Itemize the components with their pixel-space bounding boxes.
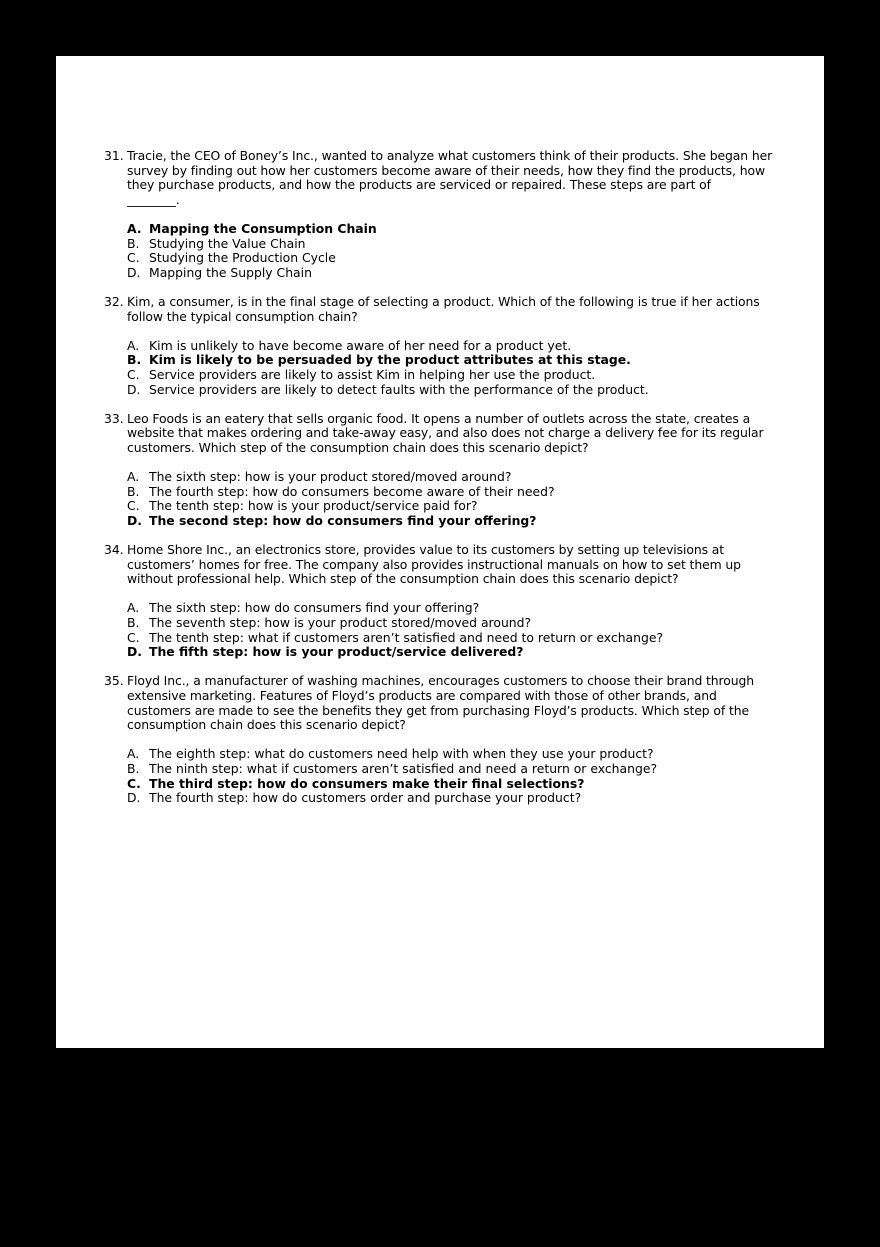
- option-b: [127, 353, 776, 368]
- answer-blank: ________.: [127, 191, 180, 207]
- option-d: [127, 514, 776, 529]
- option-d: [127, 645, 776, 660]
- option-letter: B.: [127, 483, 140, 499]
- option-d: [127, 266, 776, 281]
- question-text: Kim, a consumer, is in the final stage of selecting a product. Which of the following is true if her actions follow the typical consumption chain?: [127, 293, 760, 324]
- option-text: The seventh step: how is your product stored/moved around?: [149, 615, 532, 630]
- option-letter: C.: [127, 498, 140, 514]
- option-text: The eighth step: what do customers need help with when they use your product?: [149, 746, 654, 762]
- question-34: [104, 543, 776, 660]
- option-text: The tenth step: how is your product/service paid for?: [149, 498, 478, 514]
- question-number: 35.: [104, 673, 124, 689]
- question-number: 32.: [104, 293, 124, 309]
- question-31: [104, 149, 776, 280]
- question-stem: [104, 543, 776, 587]
- option-letter: B.: [127, 235, 140, 251]
- option-text: The sixth step: how do consumers find your offering?: [149, 600, 480, 616]
- option-letter: D.: [127, 790, 141, 806]
- option-letter: A.: [127, 600, 140, 616]
- option-text: The tenth step: what if customers aren’t satisfied and need to return or exchange?: [149, 629, 664, 645]
- question-text: Leo Foods is an eatery that sells organic food. It opens a number of outlets across the state, creates a website that makes ordering and take-away easy, and also does not charge a delivery fee for its regular customers. Which step of the consumption chain does this scenario depict?: [127, 410, 764, 455]
- option-letter: A.: [127, 220, 142, 236]
- option-letter: C.: [127, 366, 140, 382]
- option-a: [127, 747, 776, 762]
- option-c: [127, 368, 776, 383]
- option-text: Kim is unlikely to have become aware of her need for a product yet.: [149, 337, 572, 353]
- option-text: Studying the Production Cycle: [149, 250, 336, 266]
- option-letter: A.: [127, 746, 140, 762]
- option-text: The sixth step: how is your product stored/moved around?: [149, 469, 512, 485]
- option-text: Studying the Value Chain: [149, 235, 306, 251]
- option-text: The fourth step: how do consumers become aware of their need?: [149, 483, 555, 499]
- option-text: The third step: how do consumers make their final selections?: [149, 775, 585, 791]
- option-text: Service providers are likely to detect faults with the performance of the product.: [149, 381, 649, 397]
- question-text: Home Shore Inc., an electronics store, provides value to its customers by setting up televisions at customers’ homes for free. The company also provides instructional manuals on how to set them up without professional help. Which step of the consumption chain does this scenario depict?: [127, 542, 741, 587]
- answer-options: [104, 222, 776, 280]
- option-c: [127, 631, 776, 646]
- option-letter: B.: [127, 615, 140, 630]
- answer-options: [104, 470, 776, 528]
- option-letter: D.: [127, 644, 142, 660]
- option-d: [127, 791, 776, 806]
- option-letter: C.: [127, 629, 140, 645]
- question-number: 33.: [104, 410, 124, 426]
- option-d: [127, 383, 776, 398]
- option-a: [127, 222, 776, 237]
- question-stem: [104, 149, 776, 207]
- option-letter: A.: [127, 337, 140, 353]
- option-b: [127, 616, 776, 631]
- option-letter: D.: [127, 264, 141, 280]
- question-stem: [104, 295, 776, 324]
- question-text: [127, 149, 776, 207]
- option-text: The ninth step: what if customers aren’t satisfied and need a return or exchange?: [149, 760, 658, 776]
- question-35: [104, 674, 776, 805]
- option-c: [127, 499, 776, 514]
- question-text: Floyd Inc., a manufacturer of washing machines, encourages customers to choose their brand through extensive marketing. Features of Floyd’s products are compared with those of other brands, and customers are made to see the benefits they get from purchasing Floyd’s products. Which step of the consumption chain does this scenario depict?: [127, 673, 755, 733]
- option-c: [127, 777, 776, 792]
- option-text: Mapping the Supply Chain: [149, 264, 312, 280]
- answer-options: [104, 747, 776, 805]
- answer-options: [104, 339, 776, 397]
- question-list: [104, 149, 776, 820]
- question-number: 34.: [104, 542, 124, 558]
- option-a: [127, 601, 776, 616]
- option-b: [127, 485, 776, 500]
- option-letter: A.: [127, 469, 140, 485]
- option-letter: D.: [127, 381, 141, 397]
- option-text: Service providers are likely to assist Kim in helping her use the product.: [149, 366, 596, 382]
- question-stem: [104, 674, 776, 732]
- question-number: 31.: [104, 148, 124, 163]
- option-a: [127, 470, 776, 485]
- option-letter: C.: [127, 775, 141, 791]
- option-c: [127, 251, 776, 266]
- option-text: Mapping the Consumption Chain: [149, 220, 377, 236]
- option-letter: B.: [127, 760, 140, 776]
- question-stem-text: Tracie, the CEO of Boney’s Inc., wanted to analyze what customers think of their products. She began her survey by finding out how her customers become aware of their needs, how they find the products, how they purchase products, and how the products are serviced or repaired. These steps are part of: [127, 148, 773, 193]
- option-text: The fifth step: how is your product/service delivered?: [149, 644, 524, 660]
- question-32: [104, 295, 776, 397]
- option-a: [127, 339, 776, 354]
- answer-options: [104, 601, 776, 659]
- option-b: [127, 237, 776, 252]
- option-text: Kim is likely to be persuaded by the product attributes at this stage.: [149, 352, 631, 368]
- option-letter: D.: [127, 512, 142, 528]
- document-page: [56, 56, 824, 1048]
- question-33: [104, 412, 776, 529]
- option-b: [127, 762, 776, 777]
- option-text: The second step: how do consumers find your offering?: [149, 512, 537, 528]
- question-stem: [104, 412, 776, 456]
- option-letter: B.: [127, 352, 142, 368]
- option-text: The fourth step: how do customers order and purchase your product?: [149, 790, 582, 806]
- option-letter: C.: [127, 250, 140, 266]
